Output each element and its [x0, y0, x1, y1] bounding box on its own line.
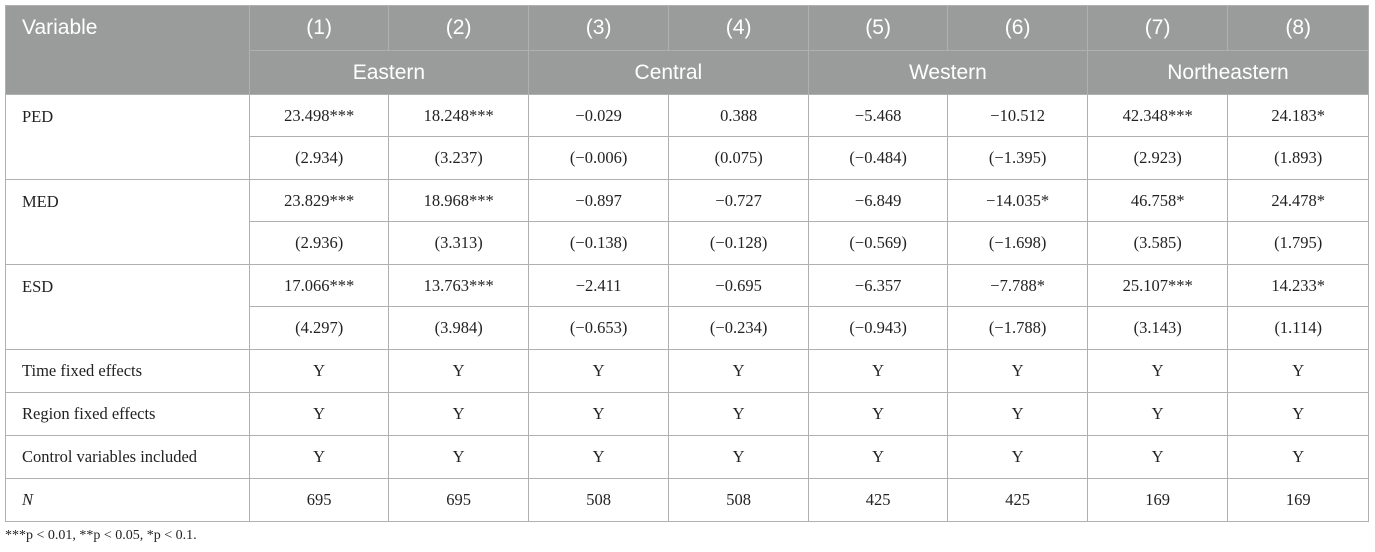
cell-ped-t-7: (2.923): [1087, 137, 1228, 180]
row-label-esd: ESD: [6, 265, 250, 350]
cell-controls-8: Y: [1228, 436, 1369, 479]
table-row-esd: [6, 265, 1369, 307]
header-col-7: (7): [1087, 6, 1228, 51]
cell-n-8: 169: [1228, 479, 1369, 522]
cell-region-fe-7: Y: [1087, 393, 1228, 436]
cell-esd-coef-4: −0.695: [669, 265, 809, 307]
cell-ped-t-2: (3.237): [389, 137, 529, 180]
cell-ped-coef-1: 23.498***: [249, 95, 389, 137]
header-col-8: (8): [1228, 6, 1369, 51]
cell-n-1: 695: [249, 479, 389, 522]
cell-esd-coef-6: −7.788*: [948, 265, 1088, 307]
cell-esd-coef-7: 25.107***: [1087, 265, 1228, 307]
cell-esd-coef-1: 17.066***: [249, 265, 389, 307]
regression-table: [5, 5, 1369, 522]
cell-esd-t-2: (3.984): [389, 307, 529, 350]
cell-med-t-1: (2.936): [249, 222, 389, 265]
table-row-ped: [6, 95, 1369, 137]
cell-ped-t-5: (−0.484): [808, 137, 948, 180]
cell-ped-t-4: (0.075): [669, 137, 809, 180]
cell-time-fe-6: Y: [948, 350, 1088, 393]
header-col-5: (5): [808, 6, 948, 51]
row-label-time-fe: Time fixed effects: [6, 350, 250, 393]
row-label-ped: PED: [6, 95, 250, 180]
cell-time-fe-8: Y: [1228, 350, 1369, 393]
row-label-region-fe: Region fixed effects: [6, 393, 250, 436]
row-label-n: N: [6, 479, 250, 522]
cell-ped-coef-3: −0.029: [528, 95, 669, 137]
cell-esd-t-4: (−0.234): [669, 307, 809, 350]
header-col-1: (1): [249, 6, 389, 51]
cell-controls-4: Y: [669, 436, 809, 479]
regression-table-container: [5, 5, 1369, 522]
row-label-med: MED: [6, 180, 250, 265]
header-col-6: (6): [948, 6, 1088, 51]
cell-n-4: 508: [669, 479, 809, 522]
cell-n-2: 695: [389, 479, 529, 522]
header-col-2: (2): [389, 6, 529, 51]
cell-ped-coef-4: 0.388: [669, 95, 809, 137]
cell-med-coef-7: 46.758*: [1087, 180, 1228, 222]
cell-ped-coef-8: 24.183*: [1228, 95, 1369, 137]
cell-esd-coef-2: 13.763***: [389, 265, 529, 307]
cell-ped-t-6: (−1.395): [948, 137, 1088, 180]
cell-time-fe-3: Y: [528, 350, 669, 393]
cell-n-5: 425: [808, 479, 948, 522]
header-group-western: Western: [808, 51, 1087, 95]
row-label-controls: Control variables included: [6, 436, 250, 479]
table-row-region-fe: [6, 393, 1369, 436]
table-row-controls: [6, 436, 1369, 479]
cell-esd-coef-3: −2.411: [528, 265, 669, 307]
cell-med-coef-1: 23.829***: [249, 180, 389, 222]
cell-ped-t-1: (2.934): [249, 137, 389, 180]
cell-time-fe-2: Y: [389, 350, 529, 393]
header-group-northeastern: Northeastern: [1087, 51, 1368, 95]
cell-med-t-5: (−0.569): [808, 222, 948, 265]
table-row-n: [6, 479, 1369, 522]
cell-controls-7: Y: [1087, 436, 1228, 479]
cell-time-fe-5: Y: [808, 350, 948, 393]
cell-ped-t-8: (1.893): [1228, 137, 1369, 180]
cell-esd-coef-8: 14.233*: [1228, 265, 1369, 307]
cell-med-coef-4: −0.727: [669, 180, 809, 222]
cell-med-coef-5: −6.849: [808, 180, 948, 222]
cell-esd-coef-5: −6.357: [808, 265, 948, 307]
cell-med-t-2: (3.313): [389, 222, 529, 265]
cell-region-fe-5: Y: [808, 393, 948, 436]
cell-region-fe-3: Y: [528, 393, 669, 436]
cell-region-fe-2: Y: [389, 393, 529, 436]
cell-med-coef-2: 18.968***: [389, 180, 529, 222]
cell-time-fe-4: Y: [669, 350, 809, 393]
cell-med-coef-8: 24.478*: [1228, 180, 1369, 222]
cell-esd-t-5: (−0.943): [808, 307, 948, 350]
cell-controls-6: Y: [948, 436, 1088, 479]
cell-med-t-8: (1.795): [1228, 222, 1369, 265]
cell-n-3: 508: [528, 479, 669, 522]
header-group-eastern: Eastern: [249, 51, 528, 95]
cell-med-coef-3: −0.897: [528, 180, 669, 222]
cell-esd-t-6: (−1.788): [948, 307, 1088, 350]
cell-region-fe-6: Y: [948, 393, 1088, 436]
cell-ped-t-3: (−0.006): [528, 137, 669, 180]
header-col-4: (4): [669, 6, 809, 51]
table-row-med: [6, 180, 1369, 222]
cell-controls-1: Y: [249, 436, 389, 479]
cell-time-fe-7: Y: [1087, 350, 1228, 393]
table-row-time-fe: [6, 350, 1369, 393]
cell-region-fe-8: Y: [1228, 393, 1369, 436]
cell-controls-2: Y: [389, 436, 529, 479]
cell-med-coef-6: −14.035*: [948, 180, 1088, 222]
cell-region-fe-4: Y: [669, 393, 809, 436]
cell-med-t-7: (3.585): [1087, 222, 1228, 265]
header-variable: Variable: [6, 6, 250, 95]
cell-ped-coef-6: −10.512: [948, 95, 1088, 137]
cell-region-fe-1: Y: [249, 393, 389, 436]
cell-esd-t-3: (−0.653): [528, 307, 669, 350]
cell-n-7: 169: [1087, 479, 1228, 522]
significance-note: ***p < 0.01, **p < 0.05, *p < 0.1.: [5, 528, 197, 543]
header-col-3: (3): [528, 6, 669, 51]
header-group-central: Central: [528, 51, 808, 95]
cell-med-t-3: (−0.138): [528, 222, 669, 265]
cell-ped-coef-5: −5.468: [808, 95, 948, 137]
cell-ped-coef-2: 18.248***: [389, 95, 529, 137]
cell-n-6: 425: [948, 479, 1088, 522]
cell-controls-5: Y: [808, 436, 948, 479]
cell-time-fe-1: Y: [249, 350, 389, 393]
cell-ped-coef-7: 42.348***: [1087, 95, 1228, 137]
cell-esd-t-1: (4.297): [249, 307, 389, 350]
cell-controls-3: Y: [528, 436, 669, 479]
cell-esd-t-7: (3.143): [1087, 307, 1228, 350]
cell-med-t-6: (−1.698): [948, 222, 1088, 265]
cell-esd-t-8: (1.114): [1228, 307, 1369, 350]
cell-med-t-4: (−0.128): [669, 222, 809, 265]
